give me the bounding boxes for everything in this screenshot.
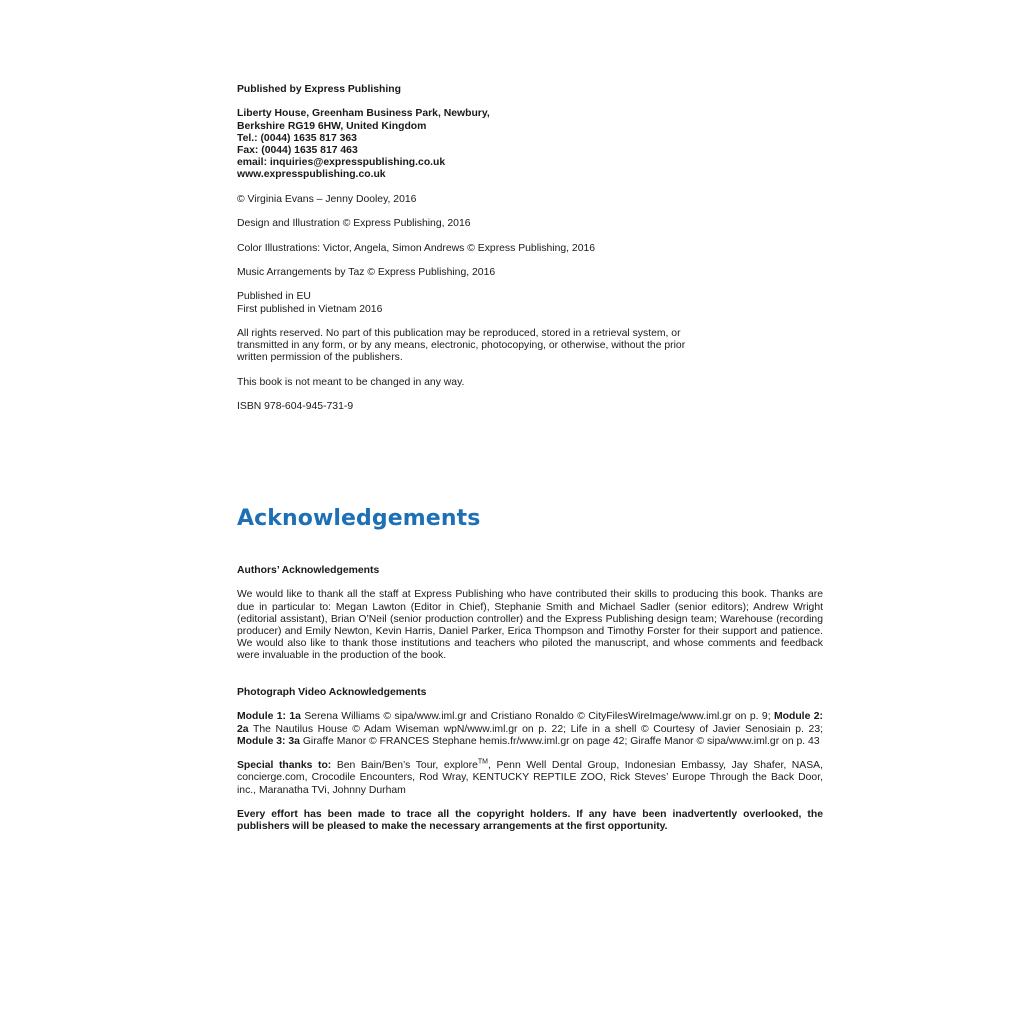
imprint-section bbox=[237, 84, 823, 426]
copyright-color-illustrations: Color Illustrations: Victor, Angela, Simon Andrews © Express Publishing, 2016 bbox=[237, 242, 596, 254]
address-line: Liberty House, Greenham Business Park, Newbury, bbox=[237, 108, 490, 120]
fax-line: Fax: (0044) 1635 817 463 bbox=[237, 145, 358, 156]
publication-info bbox=[237, 291, 823, 315]
photo-acknowledgements-heading: Photograph Video Acknowledgements bbox=[237, 686, 427, 698]
published-in: Published in EU bbox=[237, 291, 311, 303]
module-2-label: Module 2: 2a bbox=[237, 711, 823, 735]
rights-line: written permission of the publishers. bbox=[237, 352, 403, 364]
trademark-mark: TM bbox=[477, 758, 489, 766]
copyright-authors: © Virginia Evans – Jenny Dooley, 2016 bbox=[237, 193, 417, 205]
module-3-credits: Giraffe Manor © FRANCES Stephane hemis.fr/www.iml.gr on page 42; Giraffe Manor © sipa/www.iml.gr on p. 43 bbox=[299, 735, 820, 747]
rights-line: All rights reserved. No part of this publication may be reproduced, stored in a retrieval system, or bbox=[237, 327, 681, 339]
address-line: Berkshire RG19 6HW, United Kingdom bbox=[237, 120, 427, 132]
copyright-music: Music Arrangements by Taz © Express Publishing, 2016 bbox=[237, 266, 496, 278]
publisher-line: Published by Express Publishing bbox=[237, 84, 401, 95]
special-thanks-text-b: , Penn Well Dental Group, Indonesian Embassy, Jay Shafer, NASA, concierge.com, Crocodile Encounters, Rod Wray, KENTUCKY REPTILE ZOO, Rick Steves’ Europe Through the Back Door, inc., Maranatha TVi, Johnny Durham bbox=[237, 760, 823, 796]
phone-line: Tel.: (0044) 1635 817 363 bbox=[237, 132, 357, 144]
isbn: ISBN 978-604-945-731-9 bbox=[237, 401, 354, 413]
copyright-design: Design and Illustration © Express Publishing, 2016 bbox=[237, 218, 471, 230]
email-line: email: inquiries@expresspublishing.co.uk bbox=[237, 157, 446, 169]
section-spacer bbox=[237, 675, 823, 687]
authors-acknowledgements-text: We would like to thank all the staff at Express Publishing who have contributed their skills to producing this book. Thanks are due in particular to: Megan Lawton (Editor in Chief), Stephanie Smith and Michael Sadler (senior editors); Andrew Wright (editorial assistant), Brian O’Neil (senior production controller) and the Express Publishing design team; Warehouse (recording producer) and Emily Newton, Kevin Harris, Daniel Parker, Erica Thompson and Timothy Forster for their support and patience. We would also like to thank those institutions and teachers who piloted the manuscript, and whose comments and feedback were invaluable in the production of the book. bbox=[237, 589, 823, 662]
module-2-credits: The Nautilus House © Adam Wiseman wpN/www.iml.gr on p. 22; Life in a shell © Courtesy of Javier Senosiain p. 23; bbox=[248, 723, 823, 735]
special-thanks-text-a: Ben Bain/Ben’s Tour, explore bbox=[331, 760, 478, 772]
first-published: First published in Vietnam 2016 bbox=[237, 303, 383, 315]
website-line: www.expresspublishing.co.uk bbox=[237, 169, 386, 181]
authors-acknowledgements-heading: Authors’ Acknowledgements bbox=[237, 565, 380, 576]
copyright-holders-notice: Every effort has been made to trace all the copyright holders. If any have been inadvertently overlooked, the publishers will be pleased to make the necessary arrangements at the first opportunity. bbox=[237, 808, 823, 833]
publisher-address bbox=[237, 108, 823, 181]
rights-line: transmitted in any form, or by any means, electronic, photocopying, or otherwise, without the prior bbox=[237, 340, 686, 352]
special-thanks-label: Special thanks to: bbox=[237, 760, 332, 772]
acknowledgements-heading: Acknowledgements bbox=[237, 506, 481, 531]
photo-credits bbox=[237, 711, 823, 748]
module-1-credits: Serena Williams © sipa/www.iml.gr and Cristiano Ronaldo © CityFilesWireImage/www.iml.gr on p. 9; bbox=[300, 711, 774, 723]
acknowledgements-section bbox=[237, 565, 823, 846]
module-3-label: Module 3: 3a bbox=[237, 735, 300, 747]
no-change-notice: This book is not meant to be changed in any way. bbox=[237, 376, 465, 388]
module-1-label: Module 1: 1a bbox=[237, 711, 301, 723]
special-thanks bbox=[237, 760, 823, 797]
rights-notice bbox=[237, 328, 823, 365]
